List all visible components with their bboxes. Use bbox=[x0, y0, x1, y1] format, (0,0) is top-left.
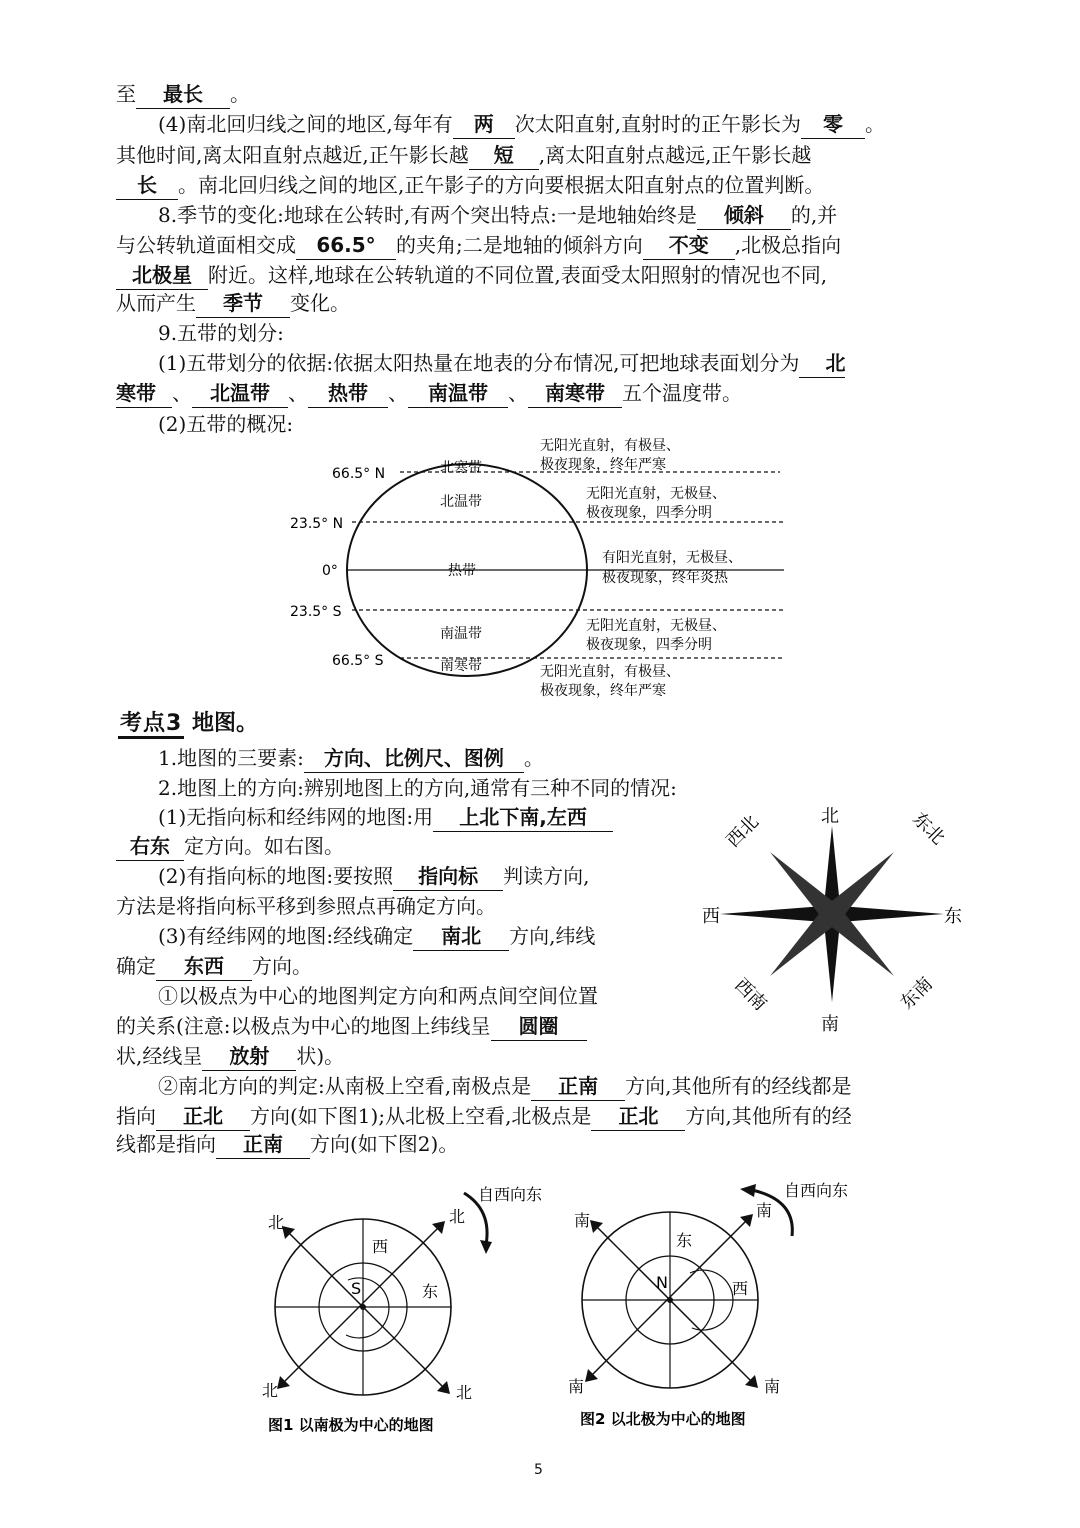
text: (2)五带的概况: bbox=[158, 412, 294, 436]
five-zones-diagram bbox=[290, 437, 784, 699]
text: ①以极点为中心的地图判定方向和两点间空间位置 bbox=[158, 984, 598, 1008]
text: 方向,纬线 bbox=[509, 924, 596, 948]
answer-blank: 圆圈 bbox=[491, 1012, 587, 1041]
zone-name: 北温带 bbox=[440, 494, 482, 510]
text-line bbox=[116, 1102, 852, 1131]
text: 方法是将指向标平移到参照点再确定方向。 bbox=[116, 894, 496, 918]
zone-desc: 无阳光直射，有极昼、 bbox=[540, 438, 680, 454]
text: 其他时间,离太阳直射点越近,正午影长越 bbox=[116, 143, 469, 167]
direction-label: 北 bbox=[456, 1383, 473, 1402]
answer-blank: 北温带 bbox=[192, 379, 288, 408]
text-line bbox=[116, 892, 496, 920]
section-tag: 考点3 bbox=[118, 711, 184, 739]
text: 的关系(注意:以极点为中心的地图上纬线呈 bbox=[116, 1014, 491, 1038]
direction-label: 西 bbox=[732, 1279, 749, 1298]
zone-desc: 极夜现象，终年严寒 bbox=[540, 457, 666, 473]
zone-desc: 极夜现象，终年炎热 bbox=[602, 570, 728, 586]
figure-south-pole-map bbox=[262, 1185, 542, 1434]
lat-label: 66.5° S bbox=[332, 653, 384, 669]
text-line bbox=[158, 803, 613, 832]
text: 次太阳直射,直射时的正午影长为 bbox=[514, 112, 802, 136]
text: 线都是指向 bbox=[116, 1132, 216, 1156]
answer-blank: 右东 bbox=[116, 832, 184, 861]
lat-label: 66.5° N bbox=[332, 466, 386, 482]
text: 、 bbox=[172, 381, 192, 405]
compass-label-nw: 西北 bbox=[722, 811, 763, 852]
text: 至 bbox=[116, 82, 136, 106]
figure-caption: 图1 以南极为中心的地图 bbox=[268, 1416, 434, 1434]
direction-label: 南 bbox=[568, 1377, 585, 1396]
lat-label: 23.5° S bbox=[290, 604, 342, 620]
zone-desc: 无阳光直射，有极昼、 bbox=[540, 664, 680, 680]
zone-name: 南寒带 bbox=[440, 658, 482, 674]
zone-name: 热带 bbox=[448, 563, 476, 579]
answer-blank: 两 bbox=[453, 110, 515, 139]
answer-blank: 不变 bbox=[643, 231, 735, 260]
compass-label-n: 北 bbox=[821, 806, 839, 827]
answer-blank: 季节 bbox=[196, 289, 290, 318]
pole-dot bbox=[360, 1304, 366, 1310]
text-line bbox=[158, 922, 595, 951]
meridian-arrow bbox=[287, 1231, 445, 1389]
text: ,离太阳直射点越远,正午影长越 bbox=[538, 143, 812, 167]
answer-blank: 正北 bbox=[156, 1102, 250, 1131]
text: 与公转轨道面相交成 bbox=[116, 233, 296, 257]
zone-desc: 有阳光直射，无极昼、 bbox=[602, 550, 742, 566]
zone-desc: 极夜现象，四季分明 bbox=[586, 637, 712, 653]
zone-desc: 无阳光直射，无极昼、 bbox=[586, 618, 726, 634]
text: 方向,其他所有的经 bbox=[685, 1104, 852, 1128]
text: 五个温度带。 bbox=[622, 381, 742, 405]
answer-blank: 南温带 bbox=[408, 379, 508, 408]
rotation-label: 自西向东 bbox=[478, 1185, 543, 1204]
text: 变化。 bbox=[290, 291, 350, 315]
figure-north-pole-map bbox=[568, 1181, 848, 1428]
text: 、 bbox=[288, 381, 308, 405]
text: 方向,其他所有的经线都是 bbox=[625, 1074, 852, 1098]
text-line bbox=[116, 952, 312, 981]
direction-label: 西 bbox=[372, 1237, 389, 1256]
text: (4)南北回归线之间的地区,每年有 bbox=[158, 112, 453, 136]
text: 。南北回归线之间的地区,正午影子的方向要根据太阳直射点的位置判断。 bbox=[178, 173, 825, 197]
answer-blank: 北 bbox=[799, 349, 845, 378]
answer-blank: 放射 bbox=[202, 1042, 296, 1071]
text: 方向(如下图1);从北极上空看,北极点是 bbox=[250, 1104, 592, 1128]
direction-label: 南 bbox=[574, 1211, 591, 1230]
answer-blank: 长 bbox=[116, 171, 178, 200]
text: 。 bbox=[230, 82, 250, 106]
text-line bbox=[116, 1012, 587, 1041]
answer-blank: 短 bbox=[469, 141, 539, 170]
figure-caption: 图2 以北极为中心的地图 bbox=[580, 1410, 746, 1428]
text: ,北极总指向 bbox=[734, 233, 842, 257]
text-line bbox=[158, 744, 544, 773]
section-heading bbox=[118, 706, 258, 737]
text: (1)无指向标和经纬网的地图:用 bbox=[158, 805, 434, 829]
text: 9.五带的划分: bbox=[158, 321, 284, 345]
lat-label: 23.5° N bbox=[290, 516, 344, 532]
compass-rose bbox=[702, 806, 962, 1035]
answer-blank: 寒带 bbox=[116, 379, 172, 408]
compass-label-s: 南 bbox=[821, 1014, 839, 1035]
text: (2)有指向标的地图:要按照 bbox=[158, 864, 394, 888]
text: 方向(如下图2)。 bbox=[310, 1132, 459, 1156]
direction-label: 东 bbox=[676, 1231, 693, 1250]
answer-blank: 东西 bbox=[156, 952, 252, 981]
text: (3)有经纬网的地图:经线确定 bbox=[158, 924, 414, 948]
text: 指向 bbox=[116, 1104, 156, 1128]
zone-name: 北寒带 bbox=[440, 460, 482, 476]
answer-blank: 最长 bbox=[136, 80, 230, 109]
lat-label: 0° bbox=[322, 563, 338, 579]
answer-blank: 南寒带 bbox=[528, 379, 622, 408]
answer-blank: 北极星 bbox=[116, 261, 208, 290]
text: (1)五带划分的依据:依据太阳热量在地表的分布情况,可把地球表面划分为 bbox=[158, 351, 800, 375]
rotation-arrow-head bbox=[740, 1184, 756, 1197]
direction-label: 北 bbox=[268, 1213, 285, 1232]
answer-blank: 方向、比例尺、图例 bbox=[304, 744, 524, 773]
text: 附近。这样,地球在公转轨道的不同位置,表面受太阳照射的情况也不同, bbox=[208, 263, 828, 287]
pole-dot bbox=[667, 1297, 673, 1303]
compass-label-se: 东南 bbox=[896, 973, 937, 1014]
pole-label: S bbox=[351, 1279, 362, 1298]
pole-label: N bbox=[656, 1273, 668, 1292]
text: 状,经线呈 bbox=[116, 1044, 203, 1068]
text: 从而产生 bbox=[116, 291, 196, 315]
text: 2.地图上的方向:辨别地图上的方向,通常有三种不同的情况: bbox=[158, 776, 677, 800]
text: 确定 bbox=[116, 954, 156, 978]
answer-blank: 南北 bbox=[413, 922, 509, 951]
text-line bbox=[158, 774, 677, 802]
direction-label: 南 bbox=[764, 1377, 781, 1396]
rotation-arrow-head bbox=[480, 1240, 492, 1254]
answer-blank: 零 bbox=[801, 110, 865, 139]
text: 、 bbox=[508, 381, 528, 405]
text: 判读方向, bbox=[503, 864, 590, 888]
zone-desc: 无阳光直射，无极昼、 bbox=[586, 486, 726, 502]
text: 。 bbox=[865, 112, 886, 136]
text-line bbox=[158, 982, 598, 1010]
text-line bbox=[116, 1130, 458, 1159]
answer-blank: 上北下南,左西 bbox=[433, 803, 613, 832]
text: 定方向。如右图。 bbox=[184, 834, 344, 858]
text-line bbox=[158, 1072, 851, 1101]
compass-label-w: 西 bbox=[702, 906, 720, 927]
answer-blank: 热带 bbox=[308, 379, 388, 408]
zone-name: 南温带 bbox=[440, 626, 482, 642]
answer-blank: 正北 bbox=[591, 1102, 685, 1131]
text: 的夹角;二是地轴的倾斜方向 bbox=[396, 233, 643, 257]
meridian-arrow bbox=[595, 1225, 753, 1383]
rotation-label: 自西向东 bbox=[784, 1181, 849, 1200]
answer-blank: 正南 bbox=[216, 1130, 310, 1159]
text: 1.地图的三要素: bbox=[158, 746, 304, 770]
compass-label-sw: 西南 bbox=[730, 974, 771, 1015]
answer-blank: 指向标 bbox=[393, 862, 503, 891]
text-line bbox=[116, 832, 344, 861]
answer-blank: 正南 bbox=[531, 1072, 625, 1101]
text: ②南北方向的判定:从南极上空看,南极点是 bbox=[158, 1074, 532, 1098]
text: 8.季节的变化:地球在公转时,有两个突出特点:一是地轴始终是 bbox=[158, 203, 697, 227]
text: 状)。 bbox=[296, 1044, 345, 1068]
direction-label: 北 bbox=[449, 1207, 466, 1226]
text: 、 bbox=[388, 381, 408, 405]
compass-label-ne: 东北 bbox=[908, 808, 949, 849]
answer-blank: 倾斜 bbox=[697, 201, 791, 230]
zone-desc: 极夜现象，四季分明 bbox=[586, 505, 712, 521]
compass-label-e: 东 bbox=[944, 906, 962, 927]
direction-label: 北 bbox=[262, 1381, 279, 1400]
text-line bbox=[158, 862, 589, 891]
direction-label: 南 bbox=[756, 1201, 773, 1220]
text-line bbox=[116, 1042, 344, 1071]
text: 。 bbox=[523, 746, 544, 770]
direction-label: 东 bbox=[422, 1282, 439, 1301]
answer-blank: 66.5° bbox=[296, 231, 396, 260]
page-number: 5 bbox=[534, 1462, 543, 1478]
text: 的,并 bbox=[790, 203, 838, 227]
zone-desc: 极夜现象，终年严寒 bbox=[540, 683, 666, 699]
text: 方向。 bbox=[252, 954, 312, 978]
section-title: 地图。 bbox=[191, 711, 258, 736]
